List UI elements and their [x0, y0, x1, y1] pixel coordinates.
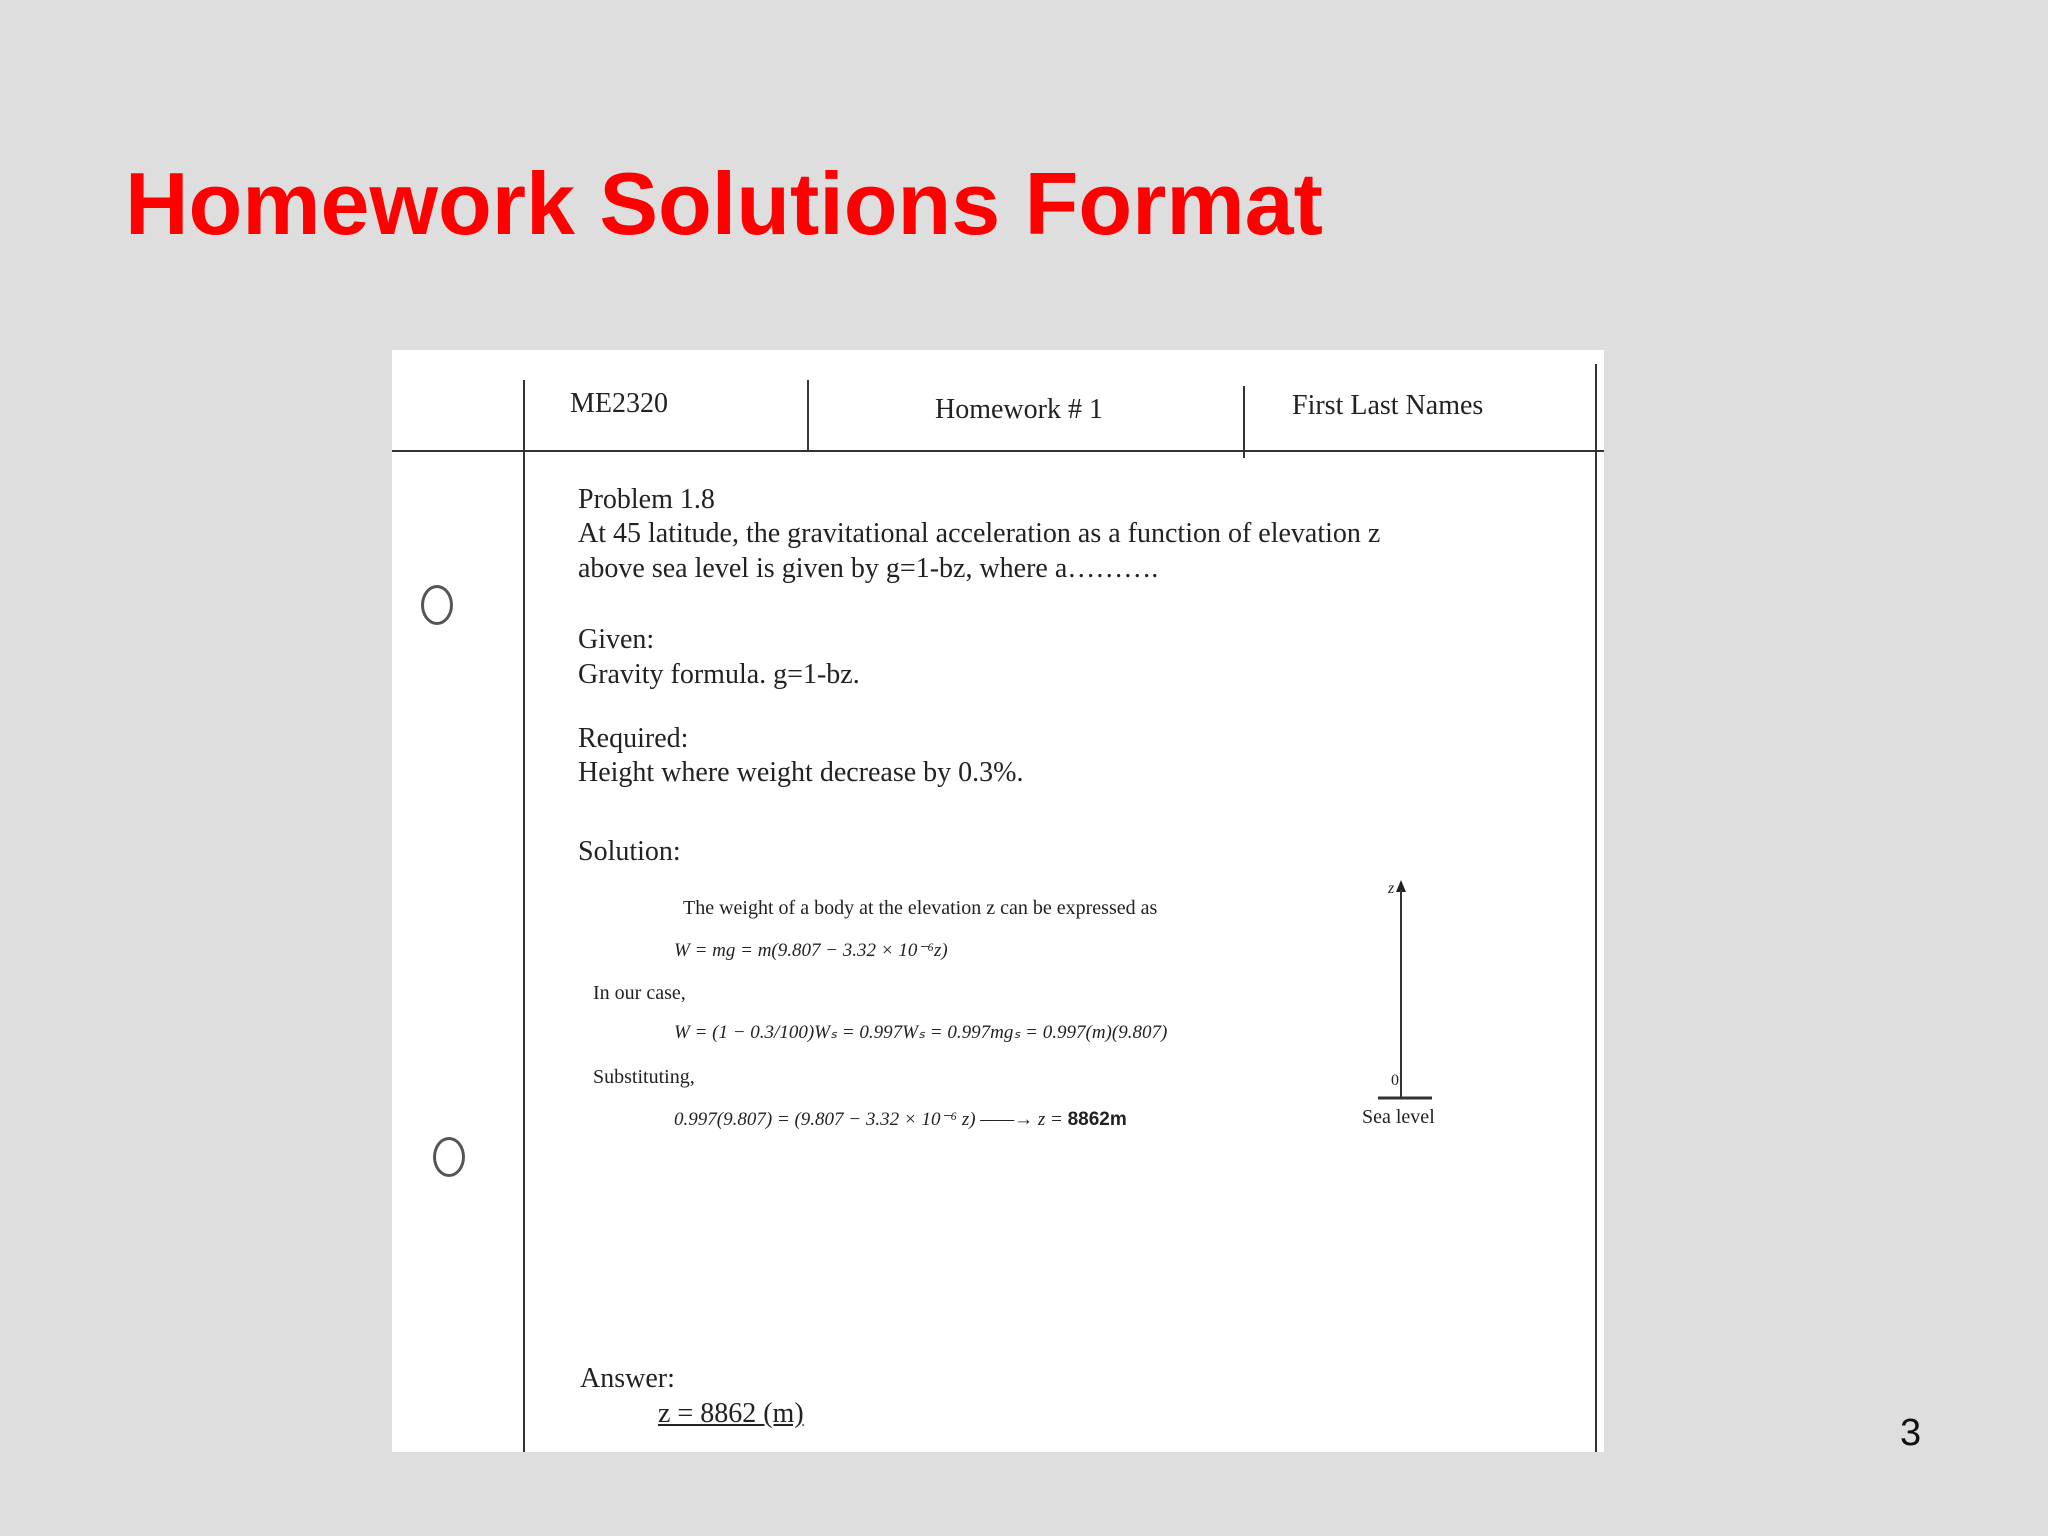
diagram-zero-label: 0: [1391, 1072, 1399, 1089]
equation-substitution-text: 0.997(9.807) = (9.807 − 3.32 × 10⁻⁶ z) ——→ z =: [674, 1109, 1068, 1130]
diagram-z-label: z: [1388, 880, 1395, 897]
equation-substitution: [674, 1108, 1127, 1131]
required-label: Required:: [578, 723, 689, 754]
equation-case: W = (1 − 0.3/100)Wₛ = 0.997Wₛ = 0.997mgₛ = 0.997(m)(9.807): [674, 1022, 1168, 1043]
homework-number: Homework # 1: [935, 394, 1103, 425]
homework-document: [392, 350, 1604, 1452]
binder-hole-top: [421, 585, 453, 625]
course-code: ME2320: [570, 388, 668, 419]
page-number: 3: [1900, 1412, 1922, 1454]
solution-label: Solution:: [578, 836, 681, 867]
elevation-diagram: [1372, 880, 1452, 1450]
substituting-label: Substituting,: [593, 1066, 695, 1088]
given-label: Given:: [578, 624, 655, 655]
header-divider-1: [807, 380, 809, 452]
header-divider-2: [1243, 386, 1245, 458]
answer-value: z = 8862 (m): [658, 1398, 804, 1429]
problem-number: Problem 1.8: [578, 484, 715, 515]
equation-result: 8862m: [1067, 1109, 1127, 1130]
problem-statement-line1: At 45 latitude, the gravitational acceleration as a function of elevation z: [578, 518, 1381, 549]
sea-level-label: Sea level: [1362, 1106, 1435, 1128]
required-text: Height where weight decrease by 0.3%.: [578, 757, 1024, 788]
header-bottom-rule: [392, 450, 1604, 452]
slide-title: Homework Solutions Format: [125, 154, 1323, 253]
case-label: In our case,: [593, 982, 686, 1004]
binder-hole-bottom: [433, 1137, 465, 1177]
solution-intro: The weight of a body at the elevation z can be expressed as: [683, 897, 1158, 919]
answer-label: Answer:: [580, 1363, 675, 1394]
equation-weight: W = mg = m(9.807 − 3.32 × 10⁻⁶z): [674, 940, 948, 961]
left-margin-rule: [523, 380, 525, 1452]
problem-statement-line2: above sea level is given by g=1-bz, where a……….: [578, 553, 1159, 584]
student-names: First Last Names: [1292, 390, 1484, 421]
given-text: Gravity formula. g=1-bz.: [578, 659, 860, 690]
right-margin-rule: [1595, 364, 1597, 1452]
